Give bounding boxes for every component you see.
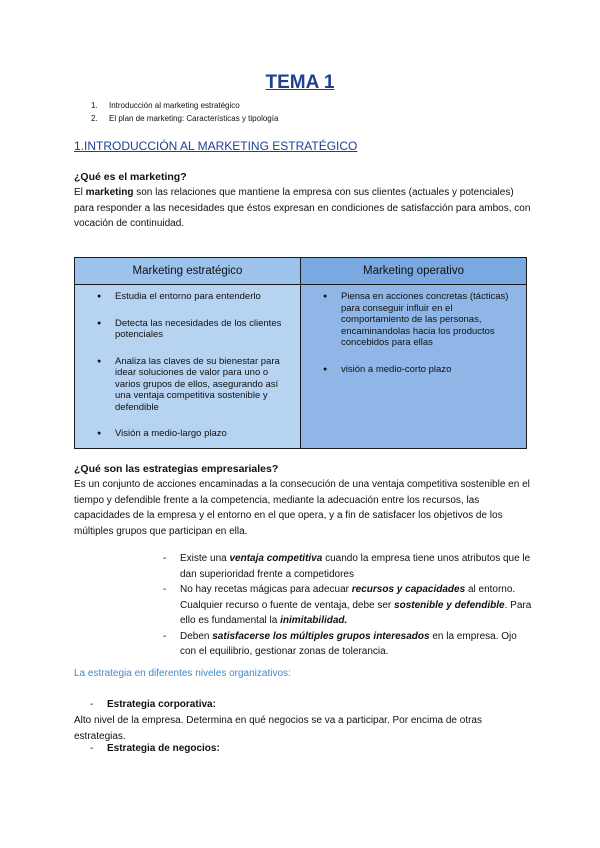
table-list-item: ● Detecta las necesidades de los clientes potenciales [75,318,300,341]
table-list-item: ● Estudia el entorno para entenderlo [75,291,300,303]
levels-heading: La estrategia en diferentes niveles organizativos: [74,668,291,679]
corporate-strategy-text: Alto nivel de la empresa. Determina en qué negocios se va a participar. Por encima de otras estrategias. [74,715,482,742]
question-marketing: ¿Qué es el marketing? [74,171,187,183]
section-heading: 1.INTRODUCCIÓN AL MARKETING ESTRATÉGICO [74,139,358,153]
table-list-item: ● Visión a medio-largo plazo [75,428,300,440]
comparison-table [74,257,527,449]
table-header-strategic: Marketing estratégico [75,258,300,285]
table-column-operative [301,258,526,448]
corporate-strategy-label: - Estrategia corporativa: [90,699,216,710]
strategic-list [75,291,300,440]
toc-item: 1. Introducción al marketing estratégico [91,101,240,110]
strategies-definition: Es un conjunto de acciones encaminadas a la consecución de una ventaja competitiva sostenible en el tiempo y defendible frente a la competencia, mediante la adecuación entre los recursos, las capacidades de la empresa y el entorno en el que opera, y a fin de satisfacer los objetivos de los múltiples grupos que participan en ella. [74,479,530,537]
marketing-definition: El marketing son las relaciones que mantiene la empresa con sus clientes (actuales y potenciales) para responder a las necesidades que éstos expresan en condiciones de satisfacción para ambos, con vocación de continuidad. [74,187,531,229]
question-strategies: ¿Qué son las estrategias empresariales? [74,463,279,475]
operative-list [301,291,526,375]
table-list-item: ● visión a medio-corto plazo [301,364,526,376]
business-strategy-label: - Estrategia de negocios: [90,743,220,754]
toc-item: 2. El plan de marketing: Características y tipología [91,114,279,123]
table-header-operative: Marketing operativo [301,258,526,285]
table-column-strategic [75,258,301,448]
strategy-bullets [163,551,533,660]
table-list-item: ● Piensa en acciones concretas (tácticas) para conseguir influir en el comportamiento de las personas, encaminandolas hacia los productos concebidos para ellas [301,291,526,349]
list-item: - Existe una ventaja competitiva cuando la empresa tiene unos atributos que le dan superioridad frente a competidores [163,551,533,582]
table-list-item: ● Analiza las claves de su bienestar para idear soluciones de valor para uno o varios grupos de ellos, asegurando así una ventaja competitiva sostenible y defendible [75,356,300,414]
table-of-contents [91,99,278,125]
marketing-term: marketing [85,187,134,198]
list-item: - Deben satisfacerse los múltiples grupos interesados en la empresa. Ojo con el equilibrio, gestionar zonas de tolerancia. [163,629,533,660]
page-title: TEMA 1 [265,72,335,93]
list-item: - No hay recetas mágicas para adecuar recursos y capacidades al entorno. Cualquier recurso o fuente de ventaja, debe ser sostenible y defendible. Para ello es fundamental la inimitabilidad. [163,582,533,629]
